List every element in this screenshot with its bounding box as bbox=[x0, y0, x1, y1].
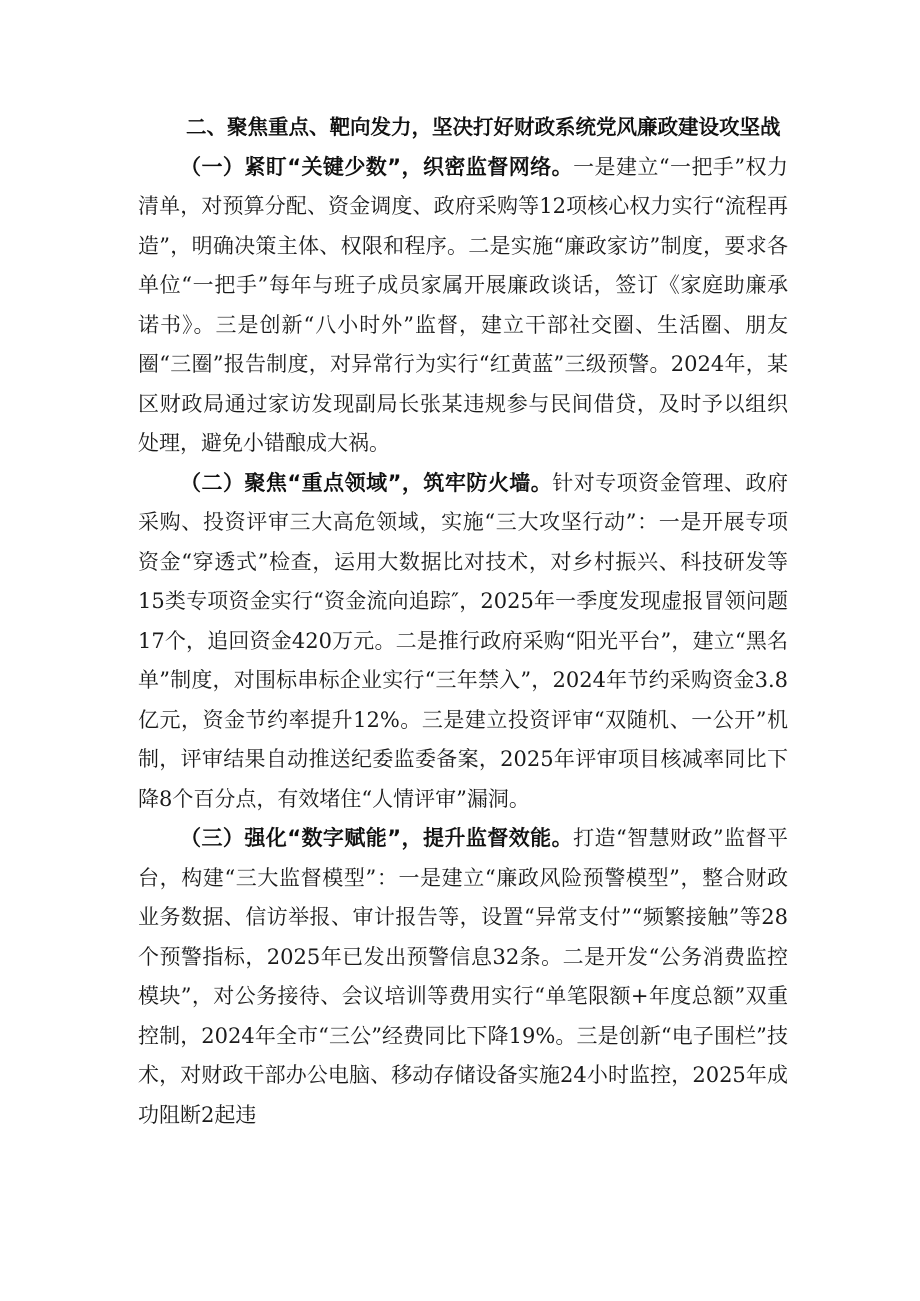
paragraph-digital-empowerment bbox=[138, 819, 788, 1135]
paragraph-lead: （三）强化“数字赋能”，提升监督效能。 bbox=[180, 826, 574, 850]
paragraph-body: 打造“智慧财政”监督平台，构建“三大监督模型”：一是建立“廉政风险预警模型”，整合财政业务数据、信访举报、审计报告等，设置“异常支付”“频繁接触”等28个预警指标，2025年已发出预警信息32条。二是开发“公务消费监控模块”，对公务接待、会议培训等费用实行“单笔限额+年度总额”双重控制，2024年全市“三公”经费同比下降19%。三是创新“电子围栏”技术，对财政干部办公电脑、移动存储设备实施24小时监控，2025年成功阻断2起违 bbox=[138, 826, 788, 1127]
section-heading: 二、聚焦重点、靶向发力，坚决打好财政系统党风廉政建设攻坚战 bbox=[186, 115, 781, 139]
paragraph-body: 针对专项资金管理、政府采购、投资评审三大高危领域，实施“三大攻坚行动”：一是开展专项资金“穿透式”检查，运用大数据比对技术，对乡村振兴、科技研发等15类专项资金实行“资金流向追踪″，2025年一季度发现虚报冒领问题17个，追回资金420万元。二是推行政府采购“阳光平台”，建立“黑名单”制度，对围标串标企业实行“三年禁入”，2024年节约采购资金3.8亿元，资金节约率提升12%。三是建立投资评审“双随机、一公开”机制，评审结果自动推送纪委监委备案，2025年评审项目核减率同比下降8个百分点，有效堵住“人情评审”漏洞。 bbox=[138, 470, 789, 811]
document-body bbox=[138, 108, 788, 1135]
paragraph-lead: （一）紧盯“关键少数”，织密监督网络。 bbox=[180, 154, 574, 179]
paragraph-key-areas bbox=[138, 464, 788, 820]
paragraph-key-minority bbox=[138, 148, 788, 464]
paragraph-body: 一是建立“一把手”权力清单，对预算分配、资金调度、政府采购等12项核心权力实行“流程再造”，明确决策主体、权限和程序。二是实施“廉政家访”制度，要求各单位“一把手”每年与班子成员家属开展廉政谈话，签订《家庭助廉承诺书》。三是创新“八小时外”监督，建立干部社交圈、生活圈、朋友圈“三圈”报告制度，对异常行为实行“红黄蓝”三级预警。2024年，某区财政局通过家访发现副局长张某违规参与民间借贷，及时予以组织处理，避免小错酿成大祸。 bbox=[138, 154, 788, 455]
paragraph-lead: （二）聚焦“重点领域”，筑牢防火墙。 bbox=[180, 470, 553, 495]
